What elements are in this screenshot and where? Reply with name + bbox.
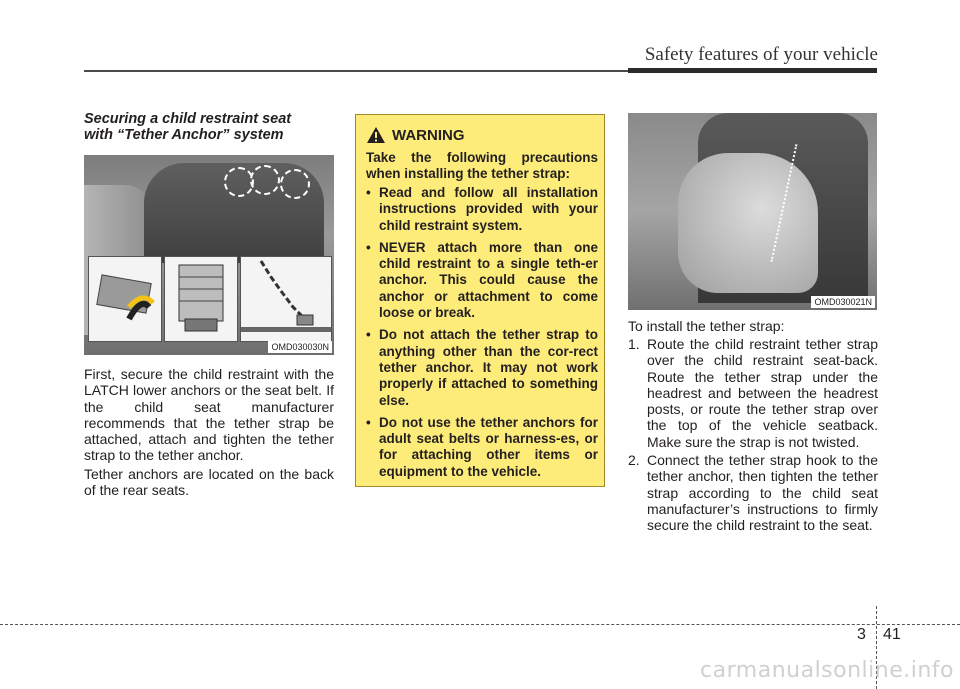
- warning-item: [366, 327, 598, 408]
- bullet: •: [366, 239, 371, 255]
- section-heading-line1: Securing a child restraint seat: [84, 111, 292, 127]
- inset-anchor-cover: [88, 256, 162, 342]
- bullet: •: [366, 327, 371, 343]
- warning-title: WARNING: [392, 126, 465, 144]
- footer-rule: [0, 624, 960, 625]
- warning-intro: Take the following precautions when installing the tether strap:: [366, 150, 598, 181]
- page-header-title: Safety features of your vehicle: [644, 44, 878, 65]
- inset-tether-hook: [240, 256, 332, 342]
- warning-item: [366, 185, 598, 234]
- section-heading-line2: with “Tether Anchor” system: [84, 127, 284, 143]
- install-step: [628, 336, 878, 450]
- warning-item-text: Read and follow all installation instructions provided with your child restraint system.: [379, 185, 598, 233]
- step-text: Connect the tether strap hook to the tether anchor, then tighten the tether strap according to the child seat manufacturer’s instructions to firmly secure the child restraint to the seat.: [647, 452, 878, 534]
- header-rule-accent: [628, 68, 877, 73]
- warning-triangle-icon: [366, 126, 386, 144]
- step-number: 2.: [628, 452, 640, 469]
- anchor-highlight-circle: [250, 165, 280, 195]
- install-step: [628, 452, 878, 533]
- warning-list: [366, 185, 598, 486]
- child-restraint-shape: [678, 153, 818, 293]
- inset-anchor-open: [164, 256, 238, 342]
- warning-box: [355, 114, 605, 487]
- chapter-number: 3: [857, 626, 866, 643]
- step-number: 1.: [628, 336, 640, 352]
- warning-item-text: NEVER attach more than one child restraint to a single teth-er anchor. This could cause the anchor or attachment to come loose or break.: [379, 239, 598, 321]
- child-seat-installed-illustration: [628, 113, 877, 310]
- warning-item: [366, 415, 598, 480]
- tether-hook-icon: [241, 257, 331, 341]
- watermark: carmanualsonline.info: [700, 658, 954, 683]
- section-heading: [84, 111, 334, 143]
- rear-seat-tether-anchor-illustration: [84, 155, 334, 355]
- image-caption: OMD030030N: [268, 341, 332, 353]
- warning-item: [366, 240, 598, 321]
- warning-title-row: [366, 125, 465, 145]
- install-steps: [628, 336, 878, 536]
- image-caption: OMD030021N: [811, 296, 875, 308]
- body-paragraph: Tether anchors are located on the back of the rear seats.: [84, 466, 334, 499]
- warning-item-text: Do not use the tether anchors for adult seat belts or harness-es, or for attaching other items or equipment to the vehicle.: [379, 414, 598, 479]
- install-intro: To install the tether strap:: [628, 318, 785, 334]
- page-number: 41: [883, 626, 901, 643]
- anchor-highlight-circle: [280, 169, 310, 199]
- anchor-open-icon: [165, 257, 237, 341]
- step-text: Route the child restraint tether strap over the child restraint seat-back. Route the tether strap under the headrest and between the headrest posts, or route the tether strap over the top of the vehicle seatback. Make sure the strap is not twisted.: [647, 336, 878, 450]
- bullet: •: [366, 414, 371, 430]
- bullet: •: [366, 185, 371, 200]
- body-paragraph: First, secure the child restraint with the LATCH lower anchors or the seat belt. If the child seat manufacturer recommends that the tether strap be attached, attach and tighten the tether strap to the tether anchor.: [84, 366, 334, 464]
- warning-item-text: Do not attach the tether strap to anything other than the cor-rect tether anchor. It may not work properly if attached to something else.: [379, 327, 598, 408]
- anchor-cover-icon: [89, 257, 161, 341]
